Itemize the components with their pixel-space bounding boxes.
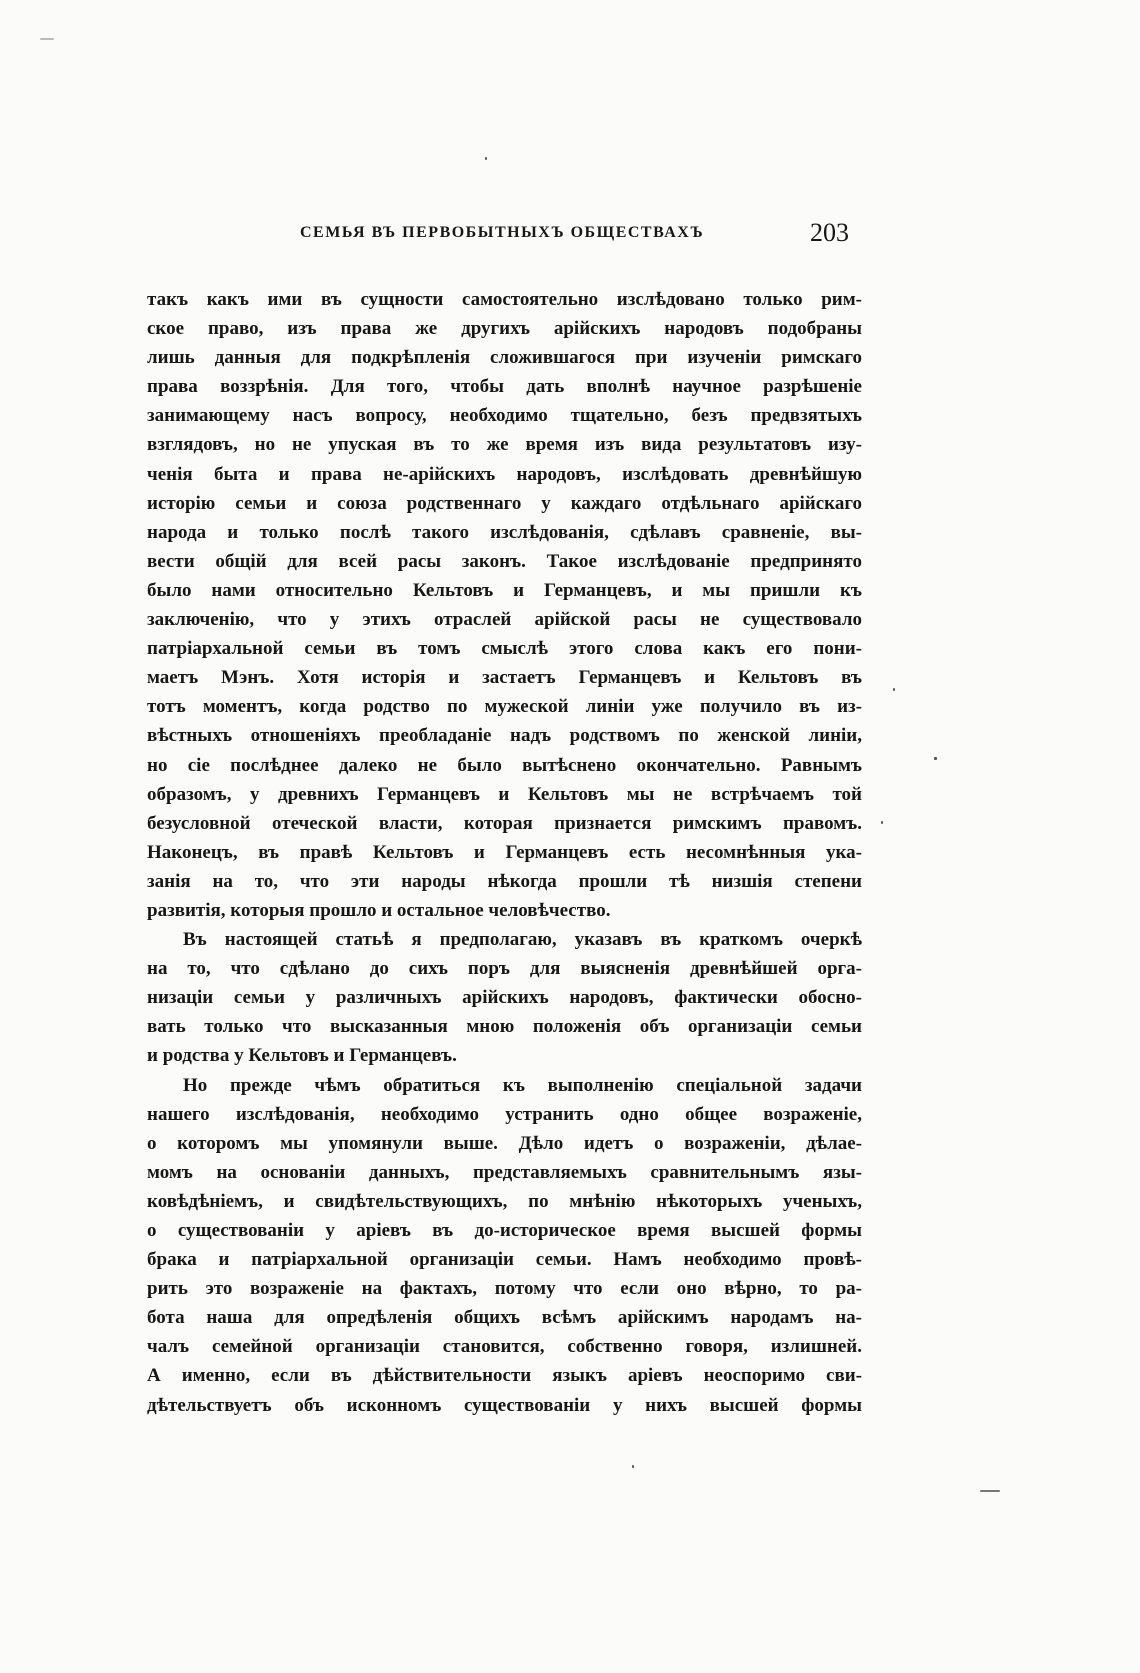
text-line: тотъ моментъ, когда родство по мужеской линіи уже получило въ из- [147, 696, 862, 718]
text-line: нашего изслѣдованія, необходимо устранить одно общее возраженіе, [147, 1103, 862, 1125]
text-line: и родства у Кельтовъ и Германцевъ. [147, 1045, 457, 1067]
text-line: безусловной отеческой власти, которая признается римскимъ правомъ. [147, 812, 862, 834]
text-line: заключенію, что у этихъ отраслей арійской расы не существовало [147, 609, 862, 631]
text-line: рить это возраженіе на фактахъ, потому что если оно вѣрно, то ра- [147, 1278, 862, 1300]
text-line: вать только что высказанныя мною положенія объ организаціи семьи [147, 1016, 862, 1038]
page-number: 203 [810, 218, 849, 247]
text-line: взглядовъ, но не упуская въ то же время изъ вида результатовъ изу- [147, 434, 862, 456]
scan-speck [485, 157, 487, 160]
text-line: но сіе послѣднее далеко не было вытѣснено окончательно. Равнымъ [147, 754, 862, 776]
text-line: ковѣдѣніемъ, и свидѣтельствующихъ, по мнѣнію нѣкоторыхъ ученыхъ, [147, 1190, 862, 1212]
text-line: образомъ, у древнихъ Германцевъ и Кельтовъ мы не встрѣчаемъ той [147, 783, 862, 805]
paragraph [147, 285, 862, 925]
text-line: такъ какъ ими въ сущности самостоятельно изслѣдовано только рим- [147, 289, 862, 310]
text-line: маетъ Мэнъ. Хотя исторія и застаетъ Германцевъ и Кельтовъ въ [147, 667, 862, 689]
text-line: о которомъ мы упомянули выше. Дѣло идетъ о возраженіи, дѣлае- [147, 1132, 862, 1154]
text-line: вѣстныхъ отношеніяхъ преобладаніе надъ родствомъ по женской линіи, [147, 725, 862, 747]
text-line: Наконецъ, въ правѣ Кельтовъ и Германцевъ есть несомнѣнныя ука- [147, 841, 862, 863]
text-line: было нами относительно Кельтовъ и Германцевъ, и мы пришли къ [147, 579, 862, 601]
paragraph [147, 1071, 862, 1420]
text-line: исторію семьи и союза родственнаго у каждаго отдѣльнаго арійскаго [147, 492, 862, 514]
text-line: бота наша для опредѣленія общихъ всѣмъ арійскимъ народамъ на- [147, 1307, 862, 1329]
text-line: развитія, которыя прошло и остальное человѣчество. [147, 899, 611, 921]
text-line: вести общій для всей расы законъ. Такое изслѣдованіе предпринято [147, 550, 862, 572]
body-text [147, 285, 862, 1420]
text-line: занимающему насъ вопросу, необходимо тщательно, безъ предвзятыхъ [147, 405, 862, 427]
text-line: лишь данныя для подкрѣпленія сложившагося при изученіи римскаго [147, 347, 862, 369]
text-line: о существованіи у аріевъ въ до-историческое время высшей формы [147, 1220, 862, 1241]
paragraph [147, 925, 862, 1070]
text-line: низаціи семьи у различныхъ арійскихъ народовъ, фактически обосно- [147, 987, 862, 1009]
scan-speck [934, 757, 937, 760]
text-line: народа и только послѣ такого изслѣдованія, сдѣлавъ сравненіе, вы- [147, 521, 862, 543]
text-line: чалъ семейной организаціи становится, собственно говоря, излишней. [147, 1336, 862, 1358]
text-line: патріархальной семьи въ томъ смыслѣ этого слова какъ его пони- [147, 638, 862, 660]
text-line: права воззрѣнія. Для того, чтобы дать вполнѣ научное разрѣшеніе [147, 376, 862, 398]
text-line: на то, что сдѣлано до сихъ поръ для выясненія древнѣйшей орга- [147, 958, 862, 980]
text-line: Въ настоящей статьѣ я предполагаю, указавъ въ краткомъ очеркѣ [183, 929, 862, 951]
scan-speck [893, 688, 895, 691]
text-line: дѣтельствуетъ объ исконномъ существованіи у нихъ высшей формы [147, 1394, 862, 1416]
text-line: брака и патріархальной организаціи семьи. Намъ необходимо провѣ- [147, 1249, 862, 1271]
text-line: ское право, изъ права же другихъ арійскихъ народовъ подобраны [147, 318, 862, 340]
scan-speck [980, 1490, 1000, 1492]
scan-speck [40, 38, 54, 40]
scan-speck [632, 1465, 634, 1468]
scan-speck [881, 821, 883, 824]
text-line: ченія быта и права не-арійскихъ народовъ, изслѣдовать древнѣйшую [147, 463, 862, 485]
text-line: А именно, если въ дѣйствительности языкъ аріевъ неоспоримо сви- [147, 1365, 862, 1387]
text-line: занія на то, что эти народы нѣкогда прошли тѣ низшія степени [147, 870, 862, 892]
text-line: Но прежде чѣмъ обратиться къ выполненію спеціальной задачи [183, 1074, 862, 1096]
running-head: СЕМЬЯ ВЪ ПЕРВОБЫТНЫХЪ ОБЩЕСТВАХЪ [300, 224, 705, 241]
text-line: момъ на основаніи данныхъ, представляемыхъ сравнительнымъ язы- [147, 1161, 862, 1183]
